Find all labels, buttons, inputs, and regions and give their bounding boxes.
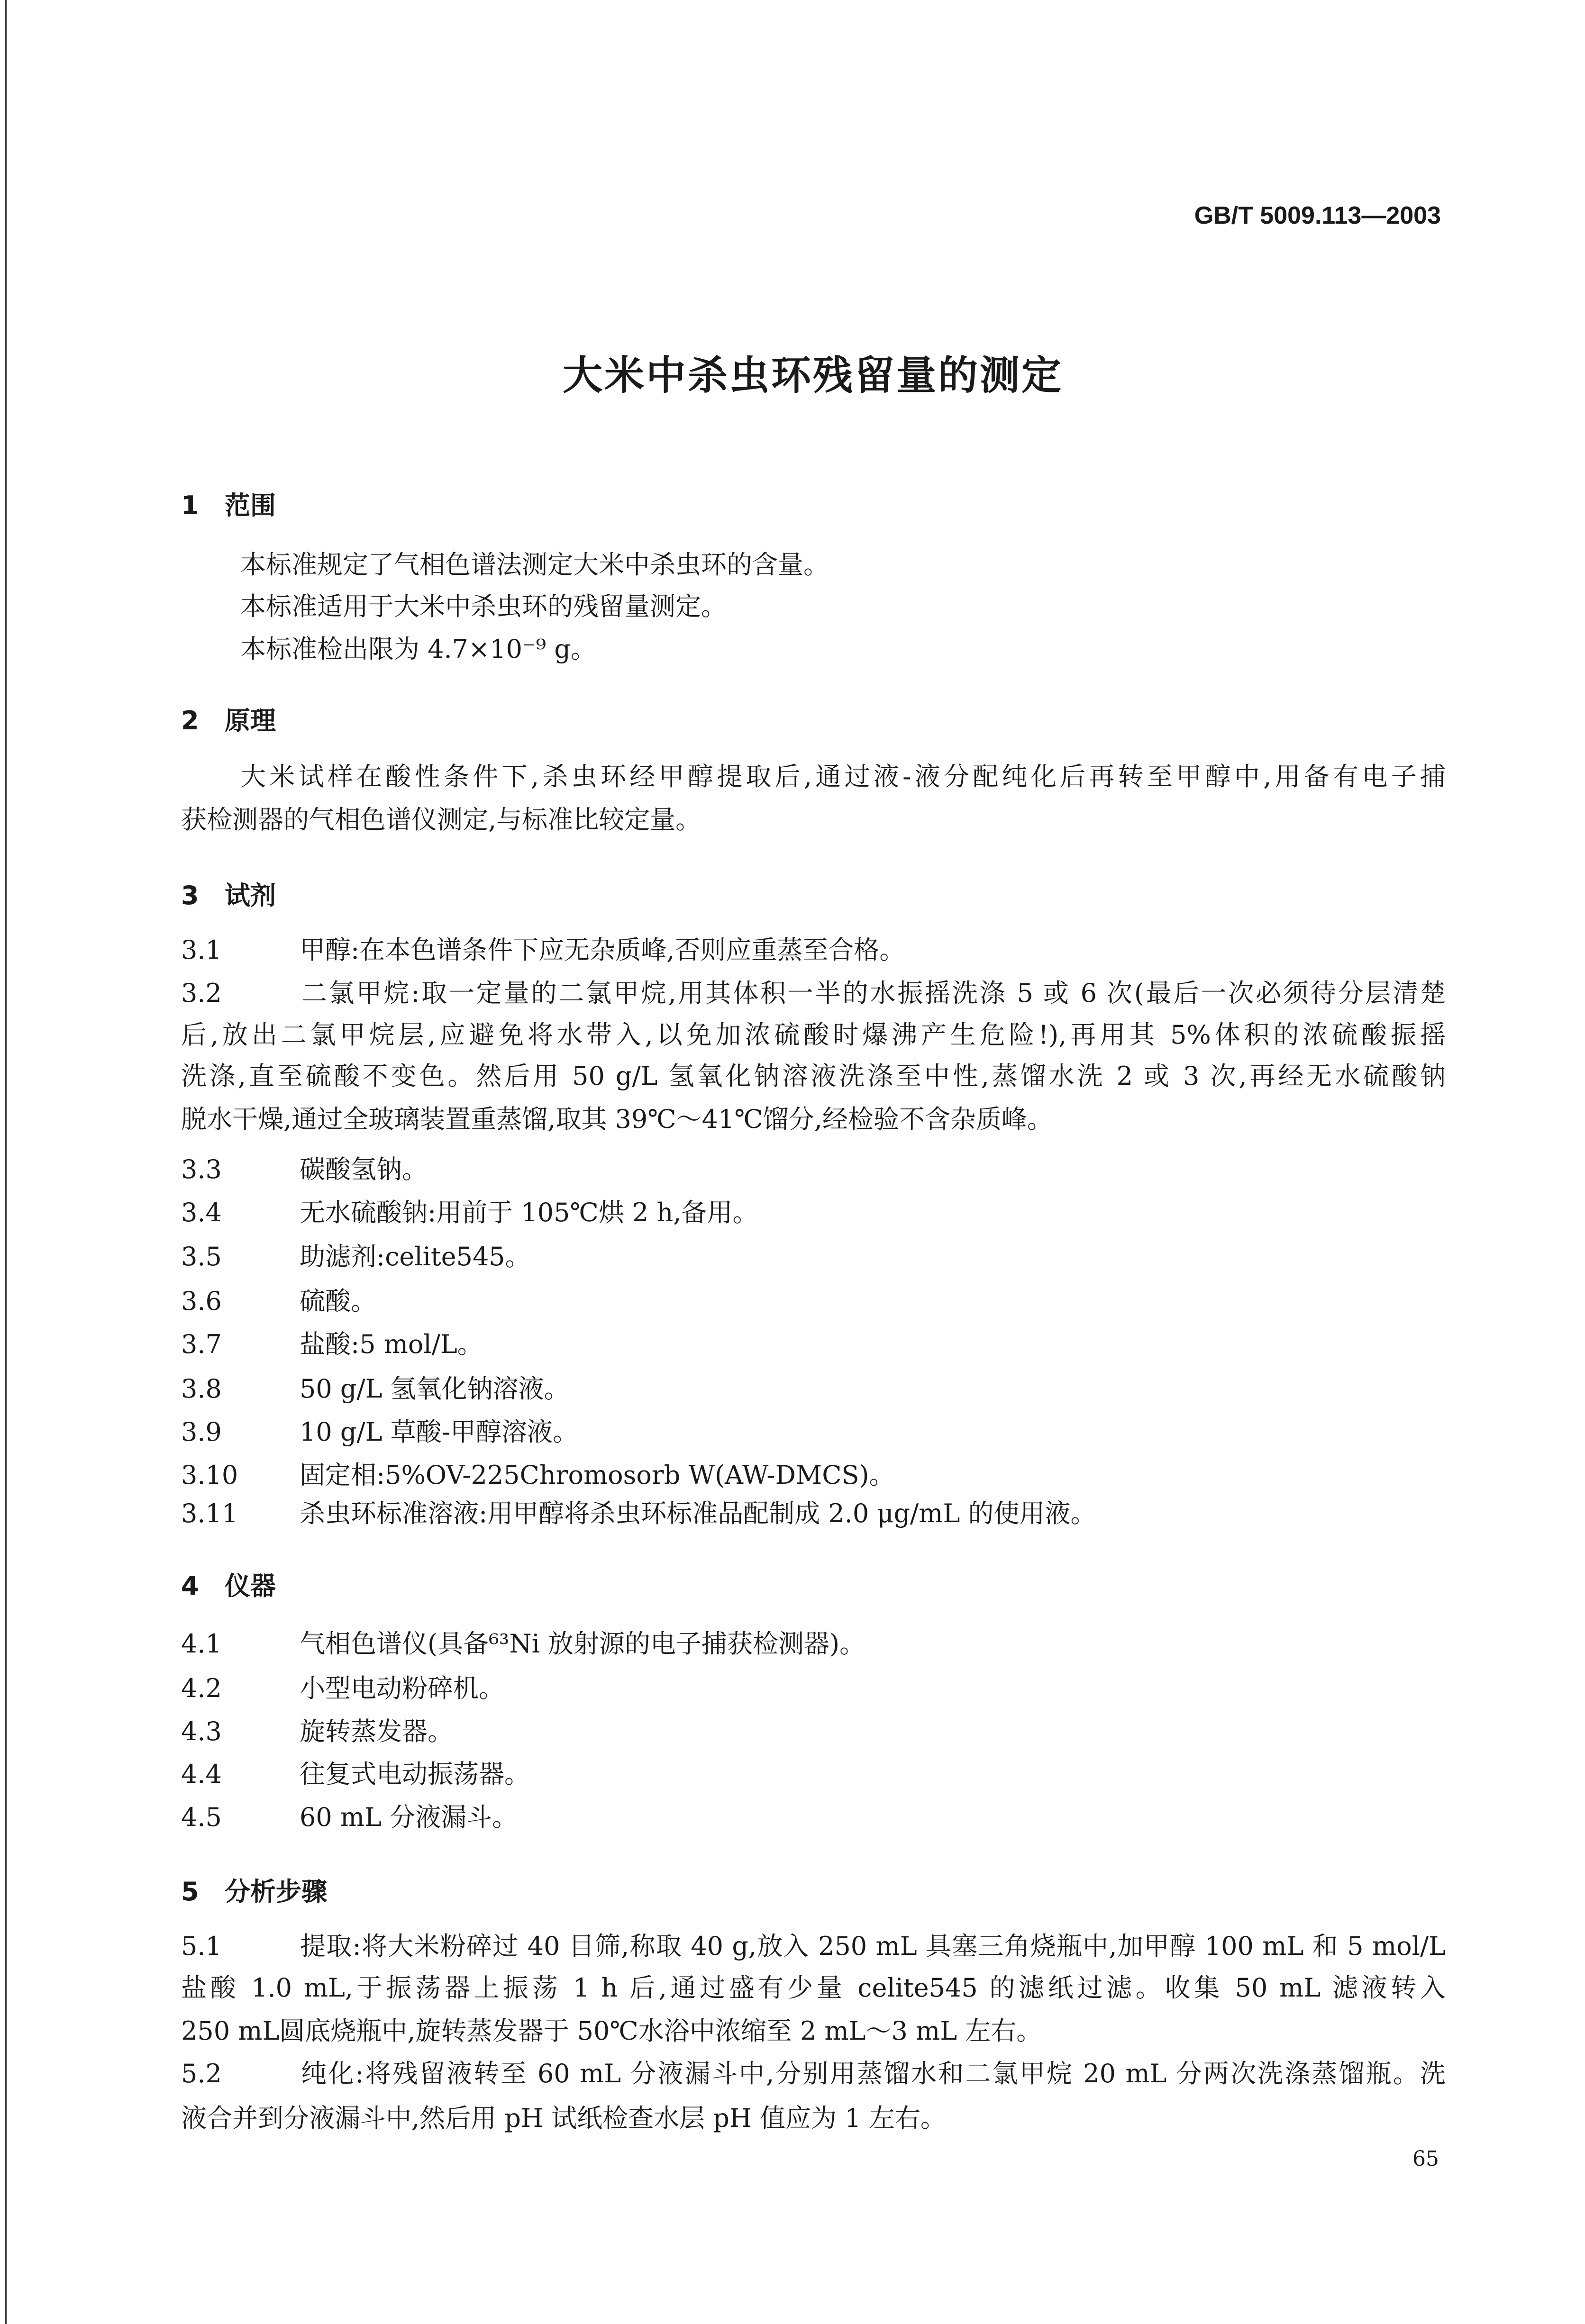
- clause-5-1-line: [181, 1932, 1446, 1961]
- section-1-heading: [181, 485, 276, 522]
- clause-5-2-line: [181, 2060, 1446, 2088]
- clause-text: 固定相:5%OV-225Chromosorb W(AW-DMCS)。: [300, 1460, 895, 1490]
- clause-number: 3.1: [181, 935, 222, 965]
- clause-number: 4.1: [181, 1629, 222, 1659]
- clause-number: 3.7: [181, 1329, 222, 1359]
- clause-3-1: [181, 936, 905, 964]
- clause-text: 往复式电动振荡器。: [300, 1759, 530, 1789]
- section-title: 分析步骤: [225, 1877, 327, 1906]
- clause-number: 5.1: [181, 1931, 222, 1961]
- clause-number: 4.4: [181, 1759, 222, 1789]
- clause-text: 二氯甲烷:取一定量的二氯甲烷,用其体积一半的水振摇洗涤 5 或 6 次(最后一次必须待分层清楚: [300, 978, 1446, 1008]
- clause-text: 甲醇:在本色谱条件下应无杂质峰,否则应重蒸至合格。: [300, 935, 905, 965]
- clause-5-2-line: 液合并到分液漏斗中,然后用 pH 试纸检查水层 pH 值应为 1 左右。: [181, 2103, 946, 2133]
- clause-number: 4.3: [181, 1716, 222, 1746]
- clause-number: 3.9: [181, 1417, 222, 1447]
- clause-3-5: [181, 1243, 531, 1271]
- paragraph-line: 本标准检出限为 4.7×10⁻⁹ g。: [240, 634, 596, 664]
- standard-code: GB/T 5009.113—2003: [1194, 202, 1441, 229]
- clause-text: 气相色谱仪(具备⁶³Ni 放射源的电子捕获检测器)。: [300, 1629, 865, 1659]
- clause-text: 提取:将大米粉碎过 40 目筛,称取 40 g,放入 250 mL 具塞三角烧瓶中,加甲醇 100 mL 和 5 mol/L: [300, 1931, 1446, 1961]
- clause-number: 5.2: [181, 2059, 222, 2088]
- clause-text: 杀虫环标准溶液:用甲醇将杀虫环标准品配制成 2.0 μg/mL 的使用液。: [300, 1498, 1096, 1528]
- paragraph-line: 大米试样在酸性条件下,杀虫环经甲醇提取后,通过液-液分配纯化后再转至甲醇中,用备有电子捕: [240, 762, 1446, 791]
- page-number: 65: [1412, 2147, 1439, 2171]
- clause-3-6: [181, 1287, 376, 1316]
- section-number: 2: [181, 706, 199, 735]
- clause-number: 3.5: [181, 1242, 222, 1271]
- clause-text: 60 mL 分液漏斗。: [300, 1802, 518, 1832]
- paragraph-line: 本标准规定了气相色谱法测定大米中杀虫环的含量。: [240, 550, 829, 580]
- clause-number: 3.2: [181, 978, 222, 1008]
- section-number: 1: [181, 490, 199, 520]
- clause-number: 4.5: [181, 1802, 222, 1832]
- clause-text: 盐酸:5 mol/L。: [300, 1329, 483, 1359]
- clause-3-7: [181, 1330, 483, 1359]
- clause-3-3: [181, 1155, 428, 1184]
- section-title: 试剂: [225, 881, 276, 910]
- clause-number: 3.8: [181, 1374, 222, 1404]
- paragraph-line: 本标准适用于大米中杀虫环的残留量测定。: [240, 591, 727, 621]
- section-2-heading: [181, 700, 276, 737]
- clause-3-2-line: 后,放出二氯甲烷层,应避免将水带入,以免加浓硫酸时爆沸产生危险!),再用其 5%体积的浓硫酸振摇: [181, 1020, 1446, 1050]
- clause-number: 3.11: [181, 1498, 238, 1528]
- section-title: 仪器: [225, 1571, 276, 1601]
- section-3-heading: [181, 875, 276, 912]
- clause-text: 纯化:将残留液转至 60 mL 分液漏斗中,分别用蒸馏水和二氯甲烷 20 mL 分两次洗涤蒸馏瓶。洗: [300, 2059, 1446, 2088]
- section-number: 3: [181, 881, 199, 910]
- clause-number: 3.3: [181, 1154, 222, 1184]
- clause-number: 3.4: [181, 1198, 222, 1227]
- clause-text: 50 g/L 氢氧化钠溶液。: [300, 1374, 570, 1404]
- clause-text: 硫酸。: [300, 1286, 376, 1316]
- page-title: 大米中杀虫环残留量的测定: [562, 352, 1063, 399]
- section-number: 4: [181, 1571, 199, 1601]
- clause-4-3: [181, 1717, 453, 1746]
- section-number: 5: [181, 1877, 199, 1906]
- clause-3-2-line: 洗涤,直至硫酸不变色。然后用 50 g/L 氢氧化钠溶液洗涤至中性,蒸馏水洗 2 或 3 次,再经无水硫酸钠: [181, 1061, 1446, 1091]
- paragraph-line: 获检测器的气相色谱仪测定,与标准比较定量。: [181, 805, 701, 835]
- clause-5-1-line: 盐酸 1.0 mL,于振荡器上振荡 1 h 后,通过盛有少量 celite545 的滤纸过滤。收集 50 mL 滤液转入: [181, 1973, 1446, 2003]
- clause-3-9: [181, 1418, 578, 1446]
- section-title: 原理: [225, 706, 276, 735]
- clause-text: 碳酸氢钠。: [300, 1154, 428, 1184]
- clause-text: 10 g/L 草酸-甲醇溶液。: [300, 1417, 578, 1447]
- clause-3-8: [181, 1375, 570, 1403]
- section-4-heading: [181, 1566, 276, 1602]
- section-title: 范围: [225, 490, 276, 520]
- clause-3-4: [181, 1198, 758, 1227]
- clause-text: 旋转蒸发器。: [300, 1716, 453, 1746]
- clause-number: 3.10: [181, 1460, 238, 1490]
- clause-3-2-line: [181, 979, 1446, 1008]
- section-5-heading: [181, 1871, 327, 1908]
- clause-4-5: [181, 1803, 518, 1832]
- clause-text: 助滤剂:celite545。: [300, 1242, 531, 1271]
- clause-3-2-line: 脱水干燥,通过全玻璃装置重蒸馏,取其 39℃～41℃馏分,经检验不含杂质峰。: [181, 1104, 1053, 1134]
- clause-3-11: [181, 1499, 1096, 1528]
- clause-4-1: [181, 1630, 865, 1658]
- clause-number: 4.2: [181, 1673, 222, 1703]
- clause-3-10: [181, 1461, 895, 1489]
- clause-text: 小型电动粉碎机。: [300, 1673, 504, 1703]
- clause-5-1-line: 250 mL圆底烧瓶中,旋转蒸发器于 50℃水浴中浓缩至 2 mL～3 mL 左右。: [181, 2016, 1042, 2046]
- clause-text: 无水硫酸钠:用前于 105℃烘 2 h,备用。: [300, 1198, 758, 1227]
- clause-4-2: [181, 1674, 504, 1703]
- clause-4-4: [181, 1760, 530, 1788]
- clause-number: 3.6: [181, 1286, 222, 1316]
